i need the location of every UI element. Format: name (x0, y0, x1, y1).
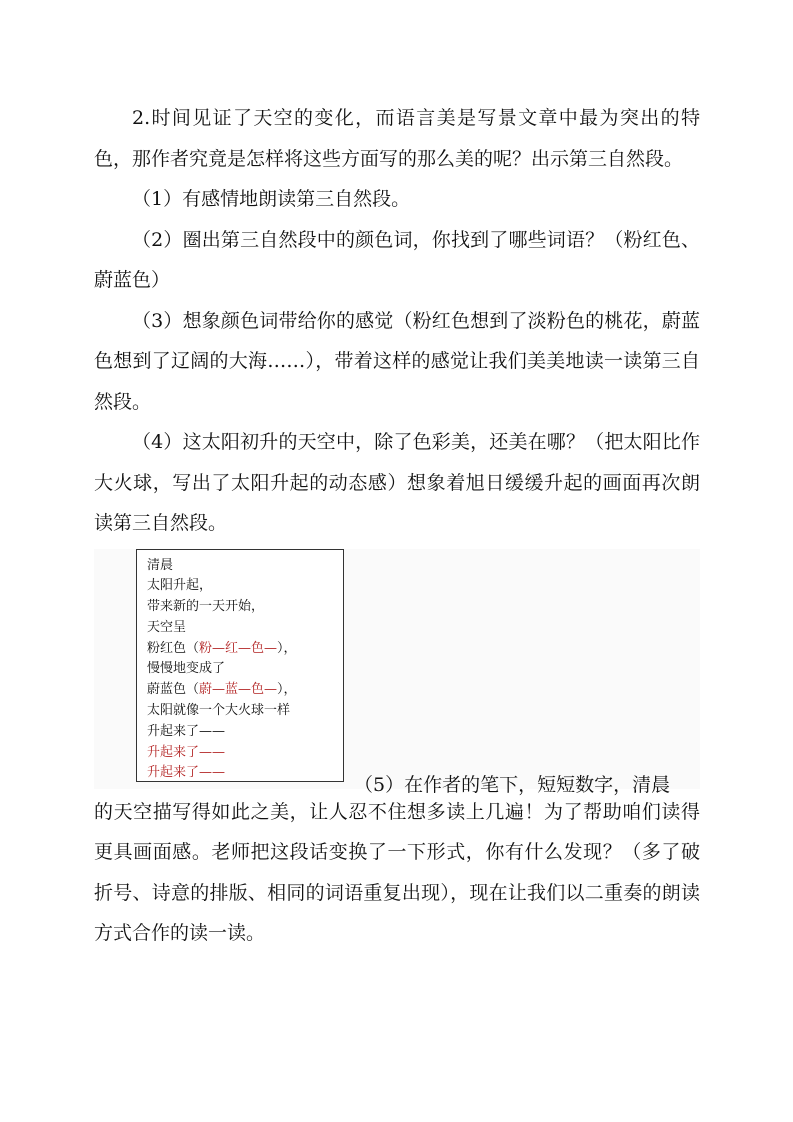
poem-text: 蔚蓝色（ (147, 682, 200, 698)
poem-text: ）， (277, 640, 297, 656)
poem-block (94, 549, 700, 796)
poem-line-blue (147, 680, 343, 701)
poem-line: 带来新的一天开始， (147, 599, 265, 615)
poem-red-text: 蔚—蓝—色— (199, 682, 278, 698)
poem-text: ）， (277, 682, 297, 698)
paragraph-step-4: （4）这太阳初升的天空中，除了色彩美，还美在哪？（把太阳比作大火球，写出了太阳升起的动态感）想象着旭日缓缓升起的画面再次朗读第三自然段。 (94, 431, 700, 534)
paragraph-intro: 2.时间见证了天空的变化，而语言美是写景文章中最为突出的特色，那作者究竟是怎样将这些方面写的那么美的呢？出示第三自然段。 (94, 107, 700, 170)
paragraph-step-5-start: （5）在作者的笔下，短短数字，清晨 (354, 773, 671, 796)
poem-line: 清晨 (147, 557, 174, 573)
poem-line-red: 升起来了—— (147, 744, 226, 760)
paragraph-step-3: （3）想象颜色词带给你的感觉（粉红色想到了淡粉色的桃花，蔚蓝色想到了辽阔的大海……），带着这样的感觉让我们美美地读一读第三自然段。 (94, 309, 700, 413)
poem-line: 慢慢地变成了 (147, 661, 226, 677)
poem-line: 太阳升起， (147, 578, 213, 594)
poem-line-pink (147, 639, 343, 660)
poem-text: 粉红色（ (147, 640, 200, 656)
poem-textbox (136, 549, 344, 782)
poem-line-red: 升起来了—— (147, 765, 226, 781)
document-body (94, 98, 700, 954)
poem-line: 升起来了—— (147, 723, 226, 739)
poem-line: 天空呈 (147, 619, 187, 635)
paragraph-step-5-rest: 的天空描写得如此之美，让人忍不住想多读上几遍！为了帮助咱们读得更具画面感。老师把这段话变换了一下形式，你有什么发现？（多了破折号、诗意的排版、相同的词语重复出现），现在让我们以二重奏的朗读方式合作的读一读。 (94, 800, 700, 944)
paragraph-step-1: （1）有感情地朗读第三自然段。 (132, 188, 411, 210)
poem-line: 太阳就像一个大火球一样 (147, 703, 291, 719)
poem-red-text: 粉—红—色— (199, 640, 278, 656)
paragraph-step-2: （2）圈出第三自然段中的颜色词，你找到了哪些词语？（粉红色、蔚蓝色） (94, 228, 700, 291)
